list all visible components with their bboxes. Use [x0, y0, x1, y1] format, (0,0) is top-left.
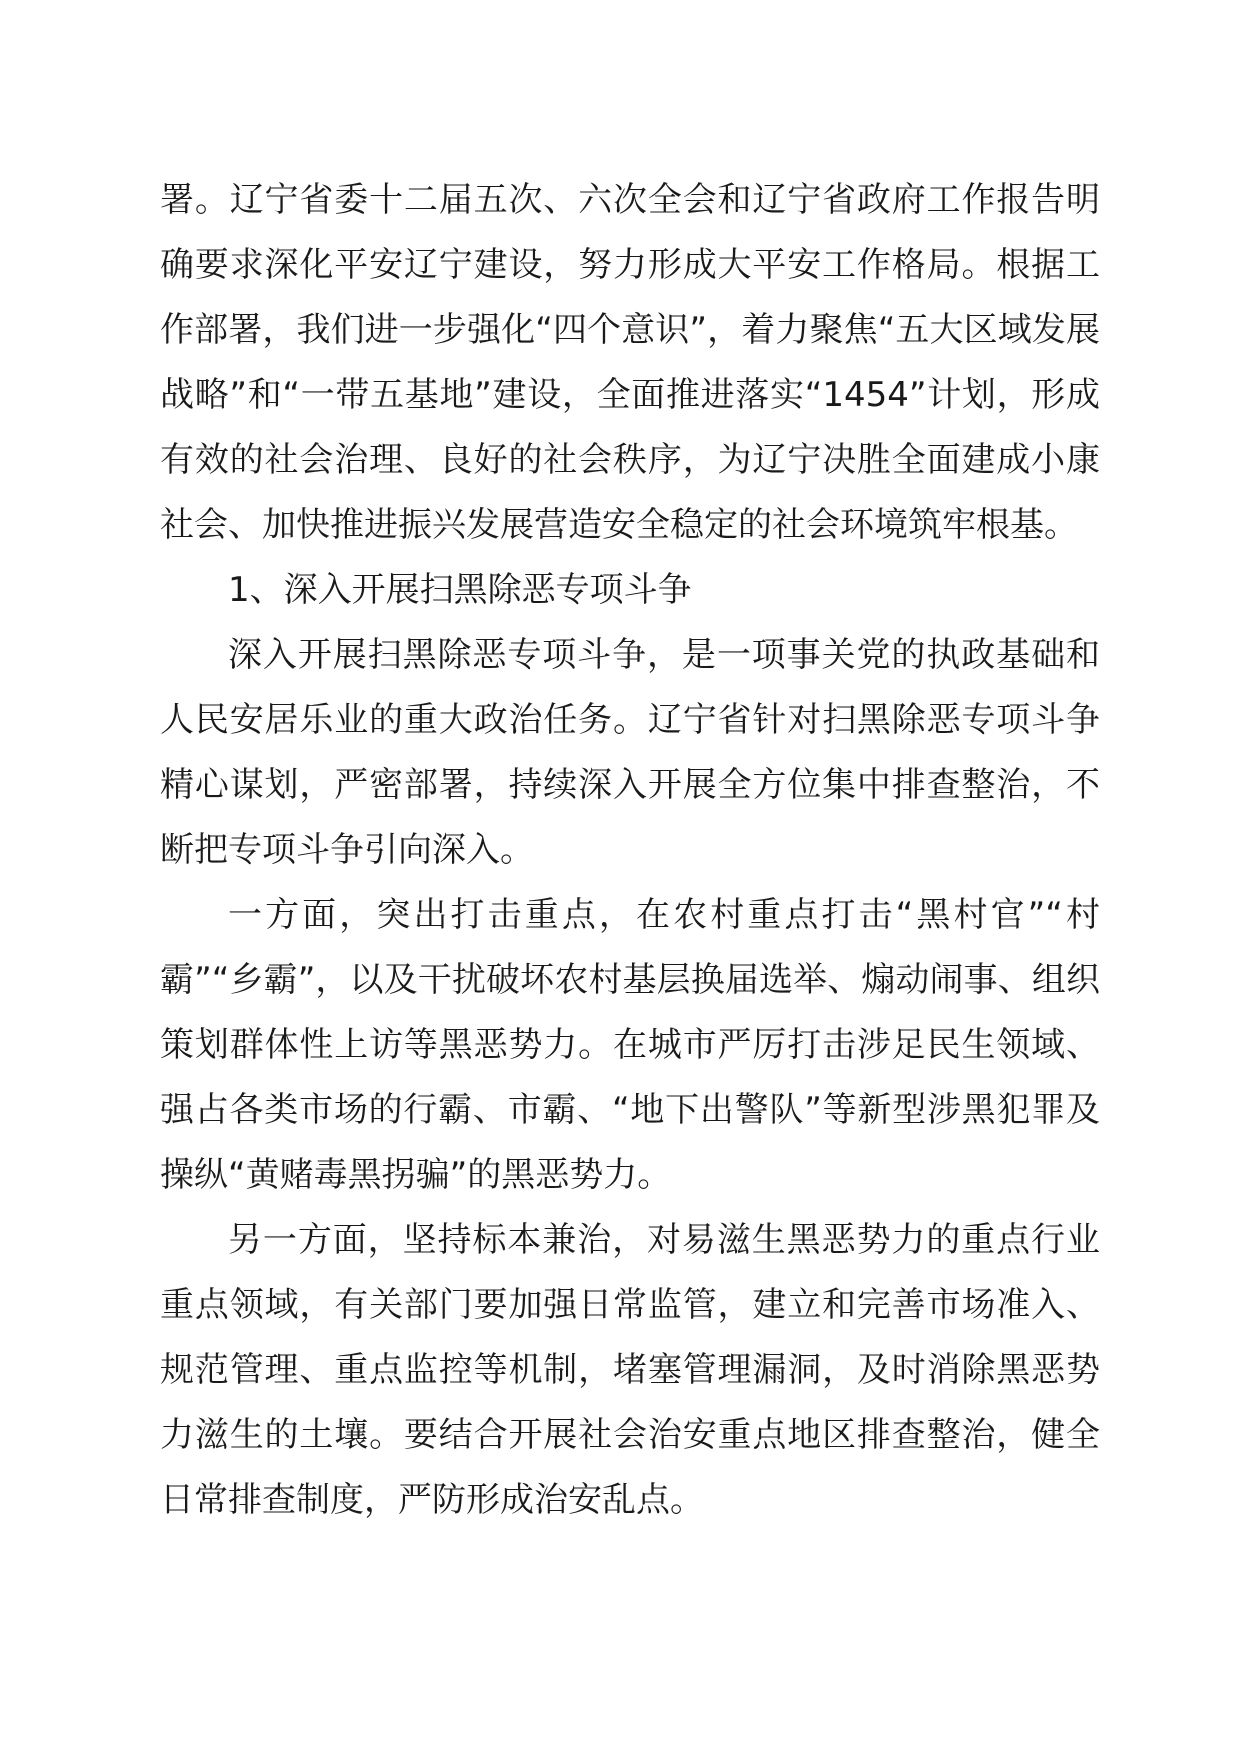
paragraph-section-1-1: 深入开展扫黑除恶专项斗争，是一项事关党的执政基础和人民安居乐业的重大政治任务。辽宁省针对扫黑除恶专项斗争精心谋划，严密部署，持续深入开展全方位集中排查整治，不断把专项斗争引向深入。 [160, 635, 1100, 870]
paragraph-intro-continued: 署。辽宁省委十二届五次、六次全会和辽宁省政府工作报告明确要求深化平安辽宁建设，努力形成大平安工作格局。根据工作部署，我们进一步强化“四个意识”，着力聚焦“五大区域发展战略”和“一带五基地”建设，全面推进落实“1454”计划，形成有效的社会治理、良好的社会秩序，为辽宁决胜全面建成小康社会、加快推进振兴发展营造安全稳定的社会环境筑牢根基。 [160, 180, 1100, 545]
paragraph-section-1-3: 另一方面，坚持标本兼治，对易滋生黑恶势力的重点行业重点领域，有关部门要加强日常监管，建立和完善市场准入、规范管理、重点监控等机制，堵塞管理漏洞，及时消除黑恶势力滋生的土壤。要结合开展社会治安重点地区排查整治，健全日常排查制度，严防形成治安乱点。 [160, 1220, 1100, 1520]
section-heading: 1、深入开展扫黑除恶专项斗争 [228, 570, 692, 610]
document-body [160, 168, 1100, 1533]
paragraph-section-1-2: 一方面，突出打击重点，在农村重点打击“黑村官”“村霸”“乡霸”，以及干扰破坏农村基层换届选举、煽动闹事、组织策划群体性上访等黑恶势力。在城市严厉打击涉足民生领域、强占各类市场的行霸、市霸、“地下出警队”等新型涉黑犯罪及操纵“黄赌毒黑拐骗”的黑恶势力。 [160, 895, 1100, 1195]
